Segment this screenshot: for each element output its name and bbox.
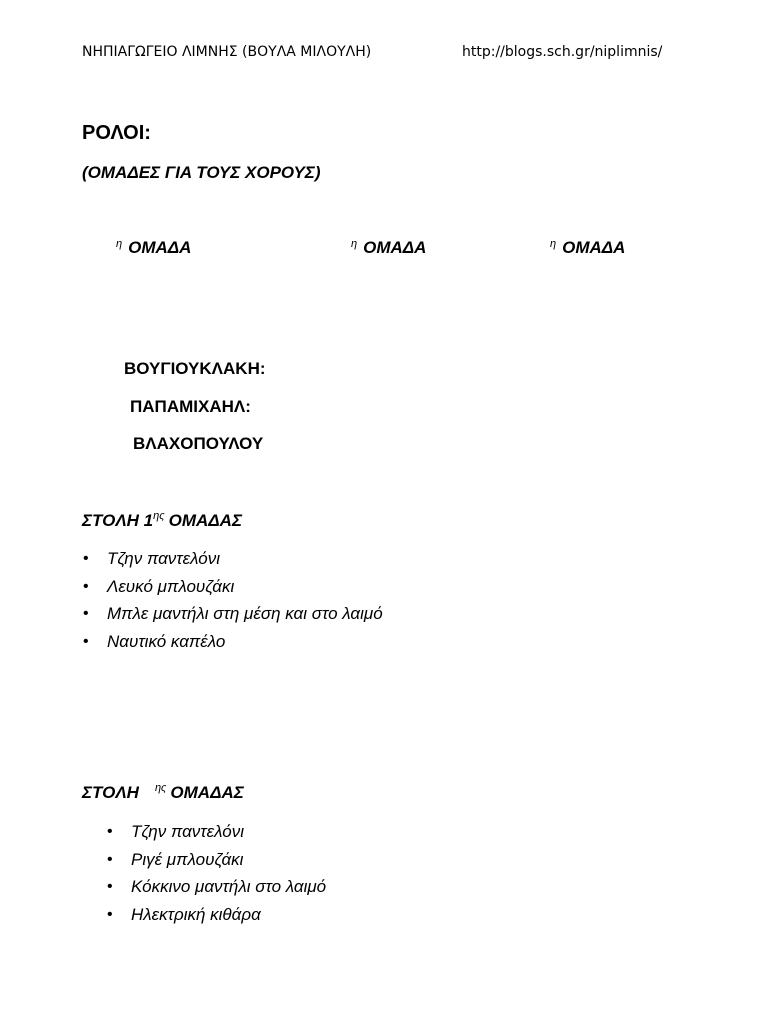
outfit-heading-2 [82, 783, 244, 803]
outfit-heading-superscript: ης [154, 782, 167, 794]
bullet-icon: • [83, 577, 89, 595]
bullet-icon: • [83, 632, 89, 650]
group-heading-2 [351, 238, 426, 258]
page-title: ΡΟΛΟΙ: [82, 122, 151, 144]
list-item-text: Κόκκινο μαντήλι στο λαιμό [131, 877, 327, 896]
header-school-name: ΝΗΠΙΑΓΩΓΕΙΟ ΛΙΜΝΗΣ (ΒΟΥΛΑ ΜΙΛΟΥΛΗ) [82, 44, 372, 60]
bullet-icon: • [107, 905, 113, 923]
name-papamichail: ΠΑΠΑΜΙΧΑΗΛ: [130, 397, 251, 416]
list-item-text: Τζην παντελόνι [107, 549, 220, 568]
list-item-text: Τζην παντελόνι [131, 822, 244, 841]
bullet-icon: • [107, 850, 113, 868]
group-label: ΟΜΑΔΑ [363, 238, 427, 257]
group-heading-1 [116, 238, 191, 258]
page-subtitle: (ΟΜΑΔΕΣ ΓΙΑ ΤΟΥΣ ΧΟΡΟΥΣ) [82, 163, 321, 182]
outfit-heading-suffix: ΟΜΑΔΑΣ [170, 783, 244, 802]
list-item-text: Ριγέ μπλουζάκι [131, 849, 244, 869]
outfit-heading-superscript: ης [153, 510, 165, 522]
header-blog-url: http://blogs.sch.gr/niplimnis/ [462, 44, 663, 60]
group-ordinal-superscript: η [351, 238, 358, 250]
bullet-icon: • [83, 550, 89, 567]
outfit-heading-suffix: ΟΜΑΔΑΣ [168, 511, 242, 530]
list-item-text: Ναυτικό καπέλο [107, 631, 226, 651]
bullet-icon: • [107, 878, 113, 895]
outfit-heading-prefix: ΣΤΟΛΗ [82, 783, 139, 802]
group-label: ΟΜΑΔΑ [562, 238, 626, 257]
group-ordinal-superscript: η [116, 238, 123, 250]
bullet-icon: • [107, 823, 113, 840]
outfit-heading-prefix: ΣΤΟΛΗ 1 [82, 511, 154, 530]
bullet-icon: • [83, 605, 89, 622]
group-label: ΟΜΑΔΑ [128, 238, 192, 257]
outfit-heading-1 [82, 511, 242, 531]
list-item-text: Λευκό μπλουζάκι [107, 576, 235, 596]
name-vougiouklaki: ΒΟΥΓΙΟΥΚΛΑΚΗ: [124, 359, 266, 378]
group-ordinal-superscript: η [550, 238, 557, 250]
name-vlachopoulou: ΒΛΑΧΟΠΟΥΛΟΥ [133, 434, 264, 453]
list-item-text: Μπλε μαντήλι στη μέση και στο λαιμό [107, 604, 383, 623]
list-item-text: Ηλεκτρική κιθάρα [131, 904, 261, 924]
group-heading-3 [550, 238, 625, 258]
